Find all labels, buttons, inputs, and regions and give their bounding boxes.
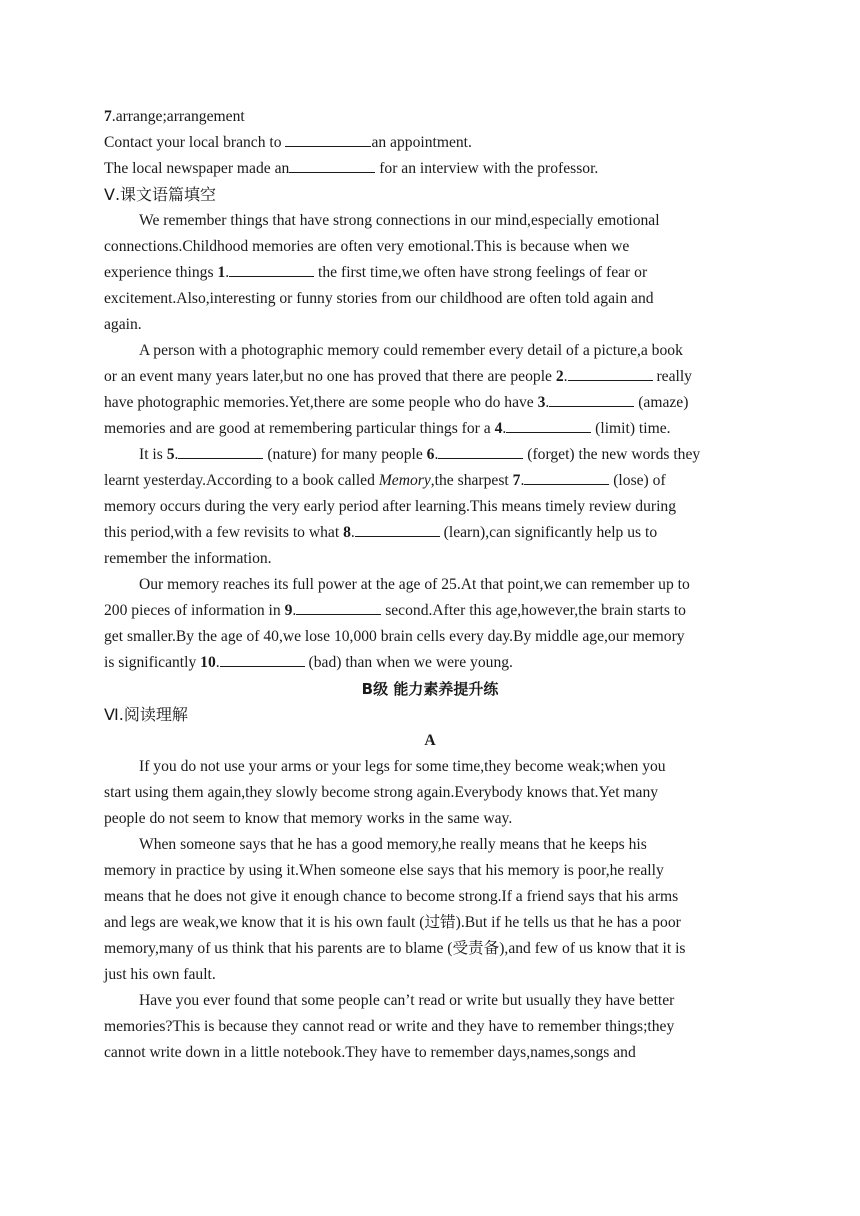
vocab-sentence-1 [104, 130, 756, 156]
text-line: have photographic memories.Yet,there are some people who do have 3. (amaze) [104, 390, 756, 416]
vocab-sentence-2 [104, 156, 756, 182]
text-line: 200 pieces of information in 9. second.After this age,however,the brain starts to [104, 598, 756, 624]
answer-blank[interactable] [438, 443, 523, 459]
text-line: or an event many years later,but no one has proved that there are people 2. really [104, 364, 756, 390]
text-line: Our memory reaches its full power at the age of 25.At that point,we can remember up to [139, 576, 690, 593]
text-span: second.After this age,however,the brain starts to [381, 602, 686, 619]
text-span: (nature) for many people [263, 446, 427, 463]
text-line: We remember things that have strong connections in our mind,especially emotional [139, 212, 660, 229]
text-span: is significantly [104, 654, 201, 671]
text-line: If you do not use your arms or your legs for some time,they become weak;when you [139, 758, 666, 775]
answer-blank[interactable] [506, 417, 591, 433]
item-number: 7 [104, 108, 112, 125]
text-line: memories and are good at remembering particular things for a 4. (limit) time. [104, 416, 756, 442]
text-span: really [652, 368, 692, 385]
text-span: (limit) time. [591, 420, 671, 437]
blank-number: 2 [555, 368, 564, 385]
answer-blank[interactable] [229, 261, 314, 277]
text-line: experience things 1. the first time,we often have strong feelings of fear or [104, 260, 756, 286]
text-line: connections.Childhood memories are often very emotional.This is because when we [104, 238, 630, 255]
sentence-text: an appointment. [371, 134, 472, 151]
answer-blank[interactable] [285, 131, 371, 147]
sentence-text: Contact your local branch to [104, 134, 286, 151]
answer-blank[interactable] [524, 469, 609, 485]
section-heading: Ⅴ.课文语篇填空 [104, 185, 217, 204]
text-span: learnt yesterday.According to a book called [104, 472, 379, 489]
text-line: cannot write down in a little notebook.They have to remember days,names,songs and [104, 1044, 636, 1061]
blank-number: 1 [217, 264, 226, 281]
answer-blank[interactable] [355, 521, 440, 537]
text-line: means that he does not give it enough chance to become strong.If a friend says that his arms [104, 888, 679, 905]
text-span: this period,with a few revisits to what [104, 524, 344, 541]
sentence-text: for an interview with the professor. [375, 160, 599, 177]
text-line: just his own fault. [104, 966, 216, 983]
text-line: memories?This is because they cannot read or write and they have to remember things;they [104, 1018, 675, 1035]
text-span: (learn),can significantly help us to [439, 524, 658, 541]
text-line: this period,with a few revisits to what 8. (learn),can significantly help us to [104, 520, 756, 546]
blank-number: 9 [284, 602, 293, 619]
text-line: It is 5. (nature) for many people 6. (forget) the new words they [104, 442, 756, 468]
answer-blank[interactable] [178, 443, 263, 459]
text-span: It is [139, 446, 167, 463]
text-line: When someone says that he has a good memory,he really means that he keeps his [139, 836, 647, 853]
blank-number: 5 [166, 446, 175, 463]
text-span: or an event many years later,but no one has proved that there are people [104, 368, 556, 385]
text-span: (forget) the new words they [523, 446, 701, 463]
text-span: 200 pieces of information in [104, 602, 285, 619]
answer-blank[interactable] [220, 651, 305, 667]
text-line: remember the information. [104, 550, 272, 567]
text-line: memory occurs during the very early period after learning.This means timely review during [104, 498, 677, 515]
text-span: (amaze) [634, 394, 689, 411]
text-line: get smaller.By the age of 40,we lose 10,000 brain cells every day.By middle age,our memory [104, 628, 685, 645]
text-line: memory,many of us think that his parents are to blame (受责备),and few of us know that it is [104, 940, 686, 957]
text-span: have photographic memories.Yet,there are some people who do have [104, 394, 538, 411]
answer-blank[interactable] [296, 599, 381, 615]
text-span: (lose) of [609, 472, 666, 489]
text-line: learnt yesterday.According to a book called Memory,the sharpest 7. (lose) of [104, 468, 756, 494]
blank-number: 8 [343, 524, 351, 541]
text-line: people do not seem to know that memory works in the same way. [104, 810, 513, 827]
sentence-text: The local newspaper made an [104, 160, 290, 177]
text-span: the first time,we often have strong feelings of fear or [314, 264, 648, 281]
text-span: experience things [104, 264, 218, 281]
level-heading: B级 能力素养提升练 [361, 680, 499, 698]
text-line: memory in practice by using it.When someone else says that his memory is poor,he really [104, 862, 664, 879]
blank-number: 4 [494, 420, 503, 437]
section-heading: Ⅵ.阅读理解 [104, 705, 188, 724]
vocab-item-7 [104, 104, 756, 130]
answer-blank[interactable] [549, 391, 634, 407]
text-line: start using them again,they slowly become strong again.Everybody knows that.Yet many [104, 784, 659, 801]
text-line: and legs are weak,we know that it is his own fault (过错).But if he tells us that he has a poor [104, 914, 681, 931]
text-line: again. [104, 316, 142, 333]
text-line: is significantly 10. (bad) than when we were young. [104, 650, 756, 676]
text-span: (bad) than when we were young. [304, 654, 513, 671]
passage-title: A [424, 732, 436, 749]
blank-number: 10 [200, 654, 216, 671]
text-line: A person with a photographic memory could remember every detail of a picture,a book [139, 342, 683, 359]
vocab-words: .arrange;arrangement [111, 108, 245, 125]
answer-blank[interactable] [289, 157, 375, 173]
text-span: memories and are good at remembering particular things for a [104, 420, 495, 437]
document-page [104, 104, 756, 1066]
book-title: Memory [378, 472, 431, 489]
text-line: Have you ever found that some people can’t read or write but usually they have better [139, 992, 675, 1009]
answer-blank[interactable] [568, 365, 653, 381]
blank-number: 6 [426, 446, 435, 463]
text-span: ,the sharpest [430, 472, 513, 489]
text-line: excitement.Also,interesting or funny stories from our childhood are often told again and [104, 290, 654, 307]
blank-number: 3 [537, 394, 546, 411]
blank-number: 7 [512, 472, 521, 489]
